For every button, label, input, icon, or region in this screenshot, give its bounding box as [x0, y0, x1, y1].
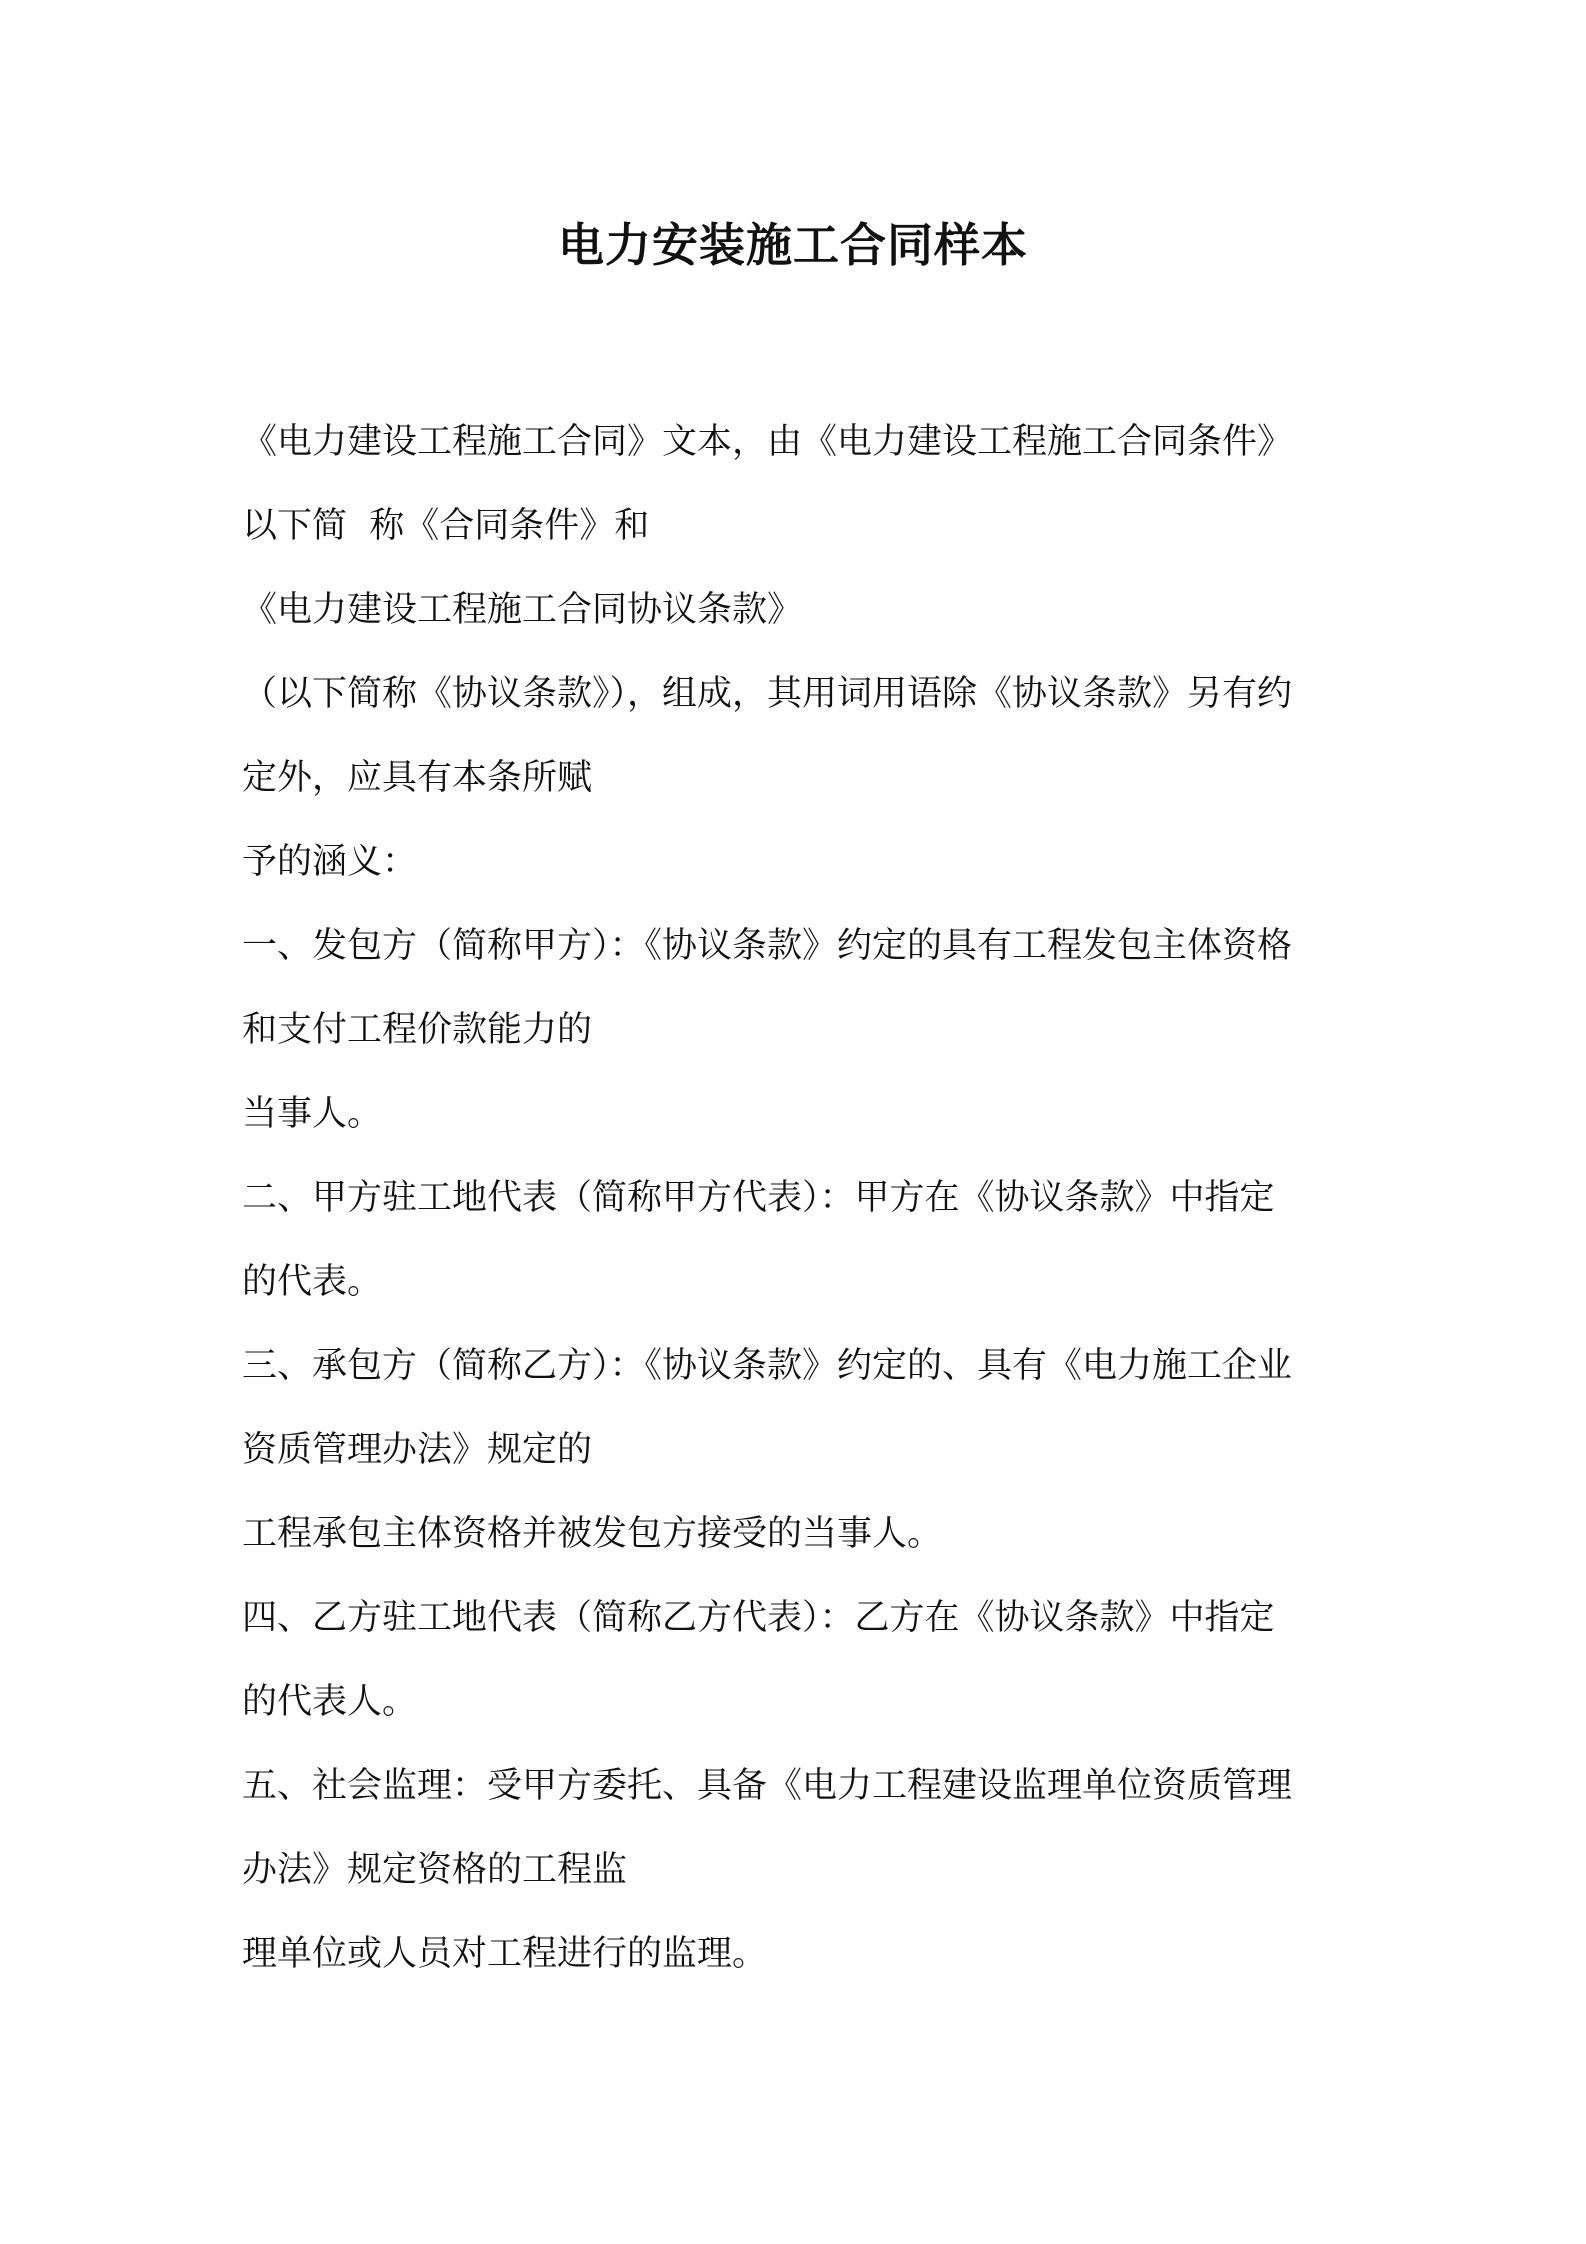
clause-4-line: 四、乙方驻工地代表（简称乙方代表）：乙方在《协议条款》中指定: [242, 1598, 1275, 1638]
text-line: 以下简 称《合同条件》和: [242, 506, 650, 546]
clause-4-line: 的代表人。: [242, 1682, 418, 1722]
clause-3-line: 工程承包主体资格并被发包方接受的当事人。: [242, 1514, 943, 1554]
text-line: 定外，应具有本条所赋: [242, 758, 593, 798]
clause-2-line: 的代表。: [242, 1262, 383, 1302]
text-line: 予的涵义：: [242, 842, 418, 882]
text-line: 《电力建设工程施工合同协议条款》: [242, 590, 803, 630]
clause-3-line: 资质管理办法》规定的: [242, 1430, 593, 1470]
clause-5-line: 理单位或人员对工程进行的监理。: [242, 1934, 768, 1974]
clause-1-line: 当事人。: [242, 1094, 383, 1134]
clause-1-line: 一、发包方（简称甲方）：《协议条款》约定的具有工程发包主体资格: [242, 926, 1293, 966]
clause-1-line: 和支付工程价款能力的: [242, 1010, 593, 1050]
clause-3-line: 三、承包方（简称乙方）：《协议条款》约定的、具有《电力施工企业: [242, 1346, 1293, 1386]
clause-5-line: 办法》规定资格的工程监: [242, 1850, 628, 1890]
clause-2-line: 二、甲方驻工地代表（简称甲方代表）：甲方在《协议条款》中指定: [242, 1178, 1275, 1218]
document-body: [242, 400, 1362, 1996]
clause-5-line: 五、社会监理：受甲方委托、具备《电力工程建设监理单位资质管理: [242, 1766, 1293, 1806]
document-title: 电力安装施工合同样本: [558, 218, 1028, 272]
text-line: 《电力建设工程施工合同》文本，由《电力建设工程施工合同条件》: [242, 422, 1293, 462]
text-line: （以下简称《协议条款》），组成，其用词用语除《协议条款》另有约: [242, 674, 1293, 714]
